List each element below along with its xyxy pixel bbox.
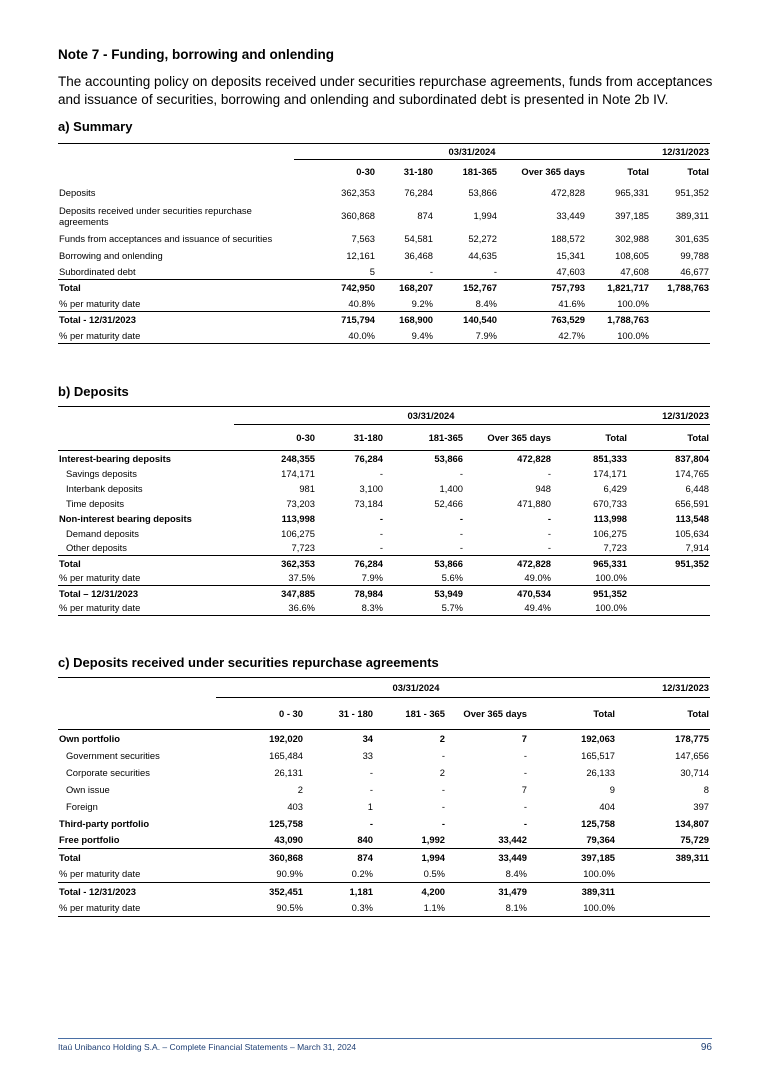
- cell-value: 53,866: [384, 451, 464, 466]
- row-label: Free portfolio: [59, 834, 120, 846]
- deposits-date-prior: 12/31/2023: [628, 407, 710, 425]
- summary-col-0-30: 0-30: [356, 166, 375, 178]
- row-label: Third-party portfolio: [59, 817, 150, 829]
- cell-value: 165,517: [581, 749, 616, 761]
- table-row: [58, 230, 710, 248]
- cell-value: -: [441, 783, 445, 795]
- summary-col-31-180: 31-180: [403, 166, 433, 178]
- cell-value: -: [369, 783, 373, 795]
- cell-value: 3,100: [359, 482, 383, 494]
- cell-value: 397,185: [528, 849, 616, 866]
- cell-value: 389,311: [528, 883, 616, 900]
- row-label: Government securities: [66, 749, 160, 761]
- cell-value: 9.4%: [376, 328, 434, 344]
- cell-value: 1,788,763: [650, 280, 710, 296]
- table-row: [58, 730, 710, 747]
- summary-col-total-prior: Total: [687, 166, 710, 178]
- page-title: Note 7 - Funding, borrowing and onlending: [58, 47, 334, 62]
- cell-value: 5.6%: [441, 572, 463, 584]
- cell-value: 41.6%: [558, 297, 585, 309]
- cell-value: 1.1%: [374, 900, 446, 917]
- cell-value: 178,775: [616, 730, 710, 747]
- cell-value: 9: [609, 783, 616, 795]
- cell-value: 49.0%: [524, 572, 551, 584]
- row-label: Total – 12/31/2023: [58, 586, 234, 601]
- cell-value: 105,634: [675, 527, 710, 539]
- cell-value: [650, 296, 710, 312]
- cell-value: 100.0%: [595, 572, 628, 584]
- row-label: Non-interest bearing deposits: [59, 512, 192, 524]
- cell-value: -: [441, 800, 445, 812]
- repo-col-0-30: 0 - 30: [279, 708, 303, 719]
- cell-value: -: [379, 512, 383, 524]
- deposits-col-31-180: 31-180: [353, 432, 383, 443]
- cell-value: 53,866: [384, 556, 464, 571]
- cell-value: 15,341: [556, 250, 585, 261]
- cell-value: 100.0%: [552, 601, 628, 616]
- cell-value: 168,900: [376, 312, 434, 328]
- row-label: Subordinated debt: [59, 265, 136, 277]
- cell-value: 851,333: [552, 451, 628, 466]
- cell-value: 1,994: [473, 210, 497, 221]
- cell-value: 36.6%: [234, 601, 316, 616]
- cell-value: 404: [599, 800, 616, 812]
- row-label: Foreign: [66, 800, 98, 812]
- cell-value: 397,185: [615, 210, 650, 221]
- repo-col-31-180: 31 - 180: [338, 708, 373, 719]
- cell-value: 90.9%: [276, 868, 303, 880]
- cell-value: 7,723: [603, 542, 628, 554]
- cell-value: 1,994: [374, 849, 446, 866]
- cell-value: 965,331: [552, 556, 628, 571]
- cell-value: -: [523, 749, 527, 761]
- table-row: [58, 849, 710, 866]
- row-label: % per maturity date: [59, 297, 141, 309]
- cell-value: 1,400: [439, 482, 463, 494]
- summary-col-total: Total: [627, 166, 650, 178]
- table-row: [58, 883, 710, 900]
- table-row: [58, 496, 710, 511]
- cell-value: -: [523, 817, 527, 829]
- cell-value: 951,352: [628, 556, 710, 571]
- cell-value: -: [547, 467, 551, 479]
- cell-value: 248,355: [234, 451, 316, 466]
- deposits-col-total: Total: [605, 432, 628, 443]
- cell-value: 78,984: [316, 586, 384, 601]
- cell-value: 951,352: [675, 187, 710, 198]
- cell-value: 2: [439, 766, 445, 778]
- row-label: Savings deposits: [66, 467, 137, 479]
- cell-value: 8.4%: [505, 868, 527, 880]
- repo-date-current: 03/31/2024: [216, 678, 616, 698]
- cell-value: -: [441, 749, 445, 761]
- cell-value: 40.0%: [294, 328, 376, 344]
- cell-value: 174,171: [281, 467, 315, 479]
- row-label: Total: [58, 280, 294, 296]
- cell-value: -: [547, 512, 551, 524]
- cell-value: 1,181: [304, 883, 374, 900]
- row-label: Own portfolio: [58, 730, 216, 747]
- cell-value: 948: [535, 482, 551, 494]
- cell-value: 44,635: [468, 250, 497, 261]
- summary-table: [58, 143, 710, 344]
- cell-value: 42.7%: [498, 328, 586, 344]
- cell-value: 33,442: [498, 834, 527, 846]
- cell-value: 174,765: [675, 467, 710, 479]
- row-label: % per maturity date: [59, 868, 141, 880]
- cell-value: 1: [367, 800, 373, 812]
- cell-value: 73,184: [354, 497, 383, 509]
- cell-value: [650, 312, 710, 328]
- table-row: [58, 248, 710, 264]
- table-row: [58, 601, 710, 616]
- table-row: [58, 184, 710, 202]
- table-row: [58, 511, 710, 526]
- cell-value: 472,828: [551, 187, 585, 198]
- cell-value: 472,828: [464, 556, 552, 571]
- cell-value: 2: [297, 783, 303, 795]
- row-label: Total - 12/31/2023: [58, 312, 294, 328]
- repo-col-181-365: 181 - 365: [405, 708, 445, 719]
- cell-value: 362,353: [234, 556, 316, 571]
- cell-value: 742,950: [294, 280, 376, 296]
- cell-value: 0.3%: [304, 900, 374, 917]
- cell-value: 125,758: [269, 817, 303, 829]
- cell-value: [628, 571, 710, 586]
- cell-value: 192,063: [528, 730, 616, 747]
- summary-heading: a) Summary: [58, 119, 133, 134]
- row-label: Corporate securities: [66, 766, 150, 778]
- cell-value: 108,605: [615, 250, 650, 261]
- cell-value: 36,468: [404, 250, 433, 261]
- table-row: [58, 571, 710, 586]
- cell-value: 656,591: [675, 497, 710, 509]
- cell-value: -: [547, 527, 551, 539]
- deposits-date-current: 03/31/2024: [234, 407, 628, 425]
- cell-value: -: [547, 542, 551, 554]
- cell-value: 6,429: [603, 482, 628, 494]
- footer-text: Itaú Unibanco Holding S.A. – Complete Financial Statements – March 31, 2024: [58, 1042, 357, 1052]
- cell-value: 140,540: [434, 312, 498, 328]
- table-row: [58, 815, 710, 832]
- cell-value: 6,448: [685, 482, 710, 494]
- cell-value: 470,534: [464, 586, 552, 601]
- cell-value: 670,733: [593, 497, 628, 509]
- page-number: 96: [700, 1042, 712, 1053]
- cell-value: 1,788,763: [586, 312, 650, 328]
- table-row: [58, 764, 710, 781]
- repo-col-over-365: Over 365 days: [463, 708, 527, 719]
- cell-value: 347,885: [234, 586, 316, 601]
- cell-value: -: [429, 265, 433, 277]
- cell-value: 7.9%: [361, 572, 383, 584]
- cell-value: 874: [417, 210, 433, 221]
- table-row: [58, 526, 710, 541]
- cell-value: 981: [299, 482, 315, 494]
- cell-value: 113,998: [593, 512, 628, 524]
- repo-date-prior: 12/31/2023: [616, 678, 710, 698]
- deposits-heading: b) Deposits: [58, 384, 129, 399]
- cell-value: 30,714: [680, 766, 710, 778]
- cell-value: 301,635: [675, 233, 710, 244]
- table-row: [58, 312, 710, 328]
- cell-value: 113,548: [675, 512, 710, 524]
- cell-value: 7,723: [291, 542, 315, 554]
- summary-col-181-365: 181-365: [462, 166, 497, 178]
- table-row: [58, 866, 710, 883]
- repo-table: [58, 677, 710, 917]
- cell-value: 1,992: [421, 834, 445, 846]
- cell-value: 360,868: [341, 210, 375, 221]
- cell-value: 31,479: [446, 883, 528, 900]
- cell-value: 46,677: [680, 265, 710, 277]
- deposits-col-over-365: Over 365 days: [487, 432, 551, 443]
- cell-value: [628, 601, 710, 616]
- cell-value: 100.0%: [583, 868, 616, 880]
- cell-value: -: [369, 817, 373, 829]
- row-label: % per maturity date: [58, 900, 216, 917]
- deposits-table: [58, 406, 710, 616]
- table-row: [58, 832, 710, 849]
- row-label: Funds from acceptances and issuance of securities: [59, 233, 273, 244]
- cell-value: 52,466: [434, 497, 463, 509]
- cell-value: 52,272: [468, 233, 497, 244]
- table-row: [58, 586, 710, 601]
- cell-value: 165,484: [269, 749, 303, 761]
- cell-value: 147,656: [675, 749, 710, 761]
- cell-value: 472,828: [464, 451, 552, 466]
- cell-value: 188,572: [551, 233, 585, 244]
- row-label: Time deposits: [66, 497, 125, 509]
- cell-value: 33: [362, 749, 373, 761]
- cell-value: 125,758: [581, 817, 616, 829]
- cell-value: 8.3%: [316, 601, 384, 616]
- cell-value: 874: [304, 849, 374, 866]
- summary-date-prior: 12/31/2023: [650, 144, 710, 160]
- row-label: % per maturity date: [59, 572, 141, 584]
- cell-value: 99,788: [680, 250, 710, 261]
- deposits-col-0-30: 0-30: [296, 432, 315, 443]
- cell-value: 837,804: [628, 451, 710, 466]
- cell-value: 12,161: [346, 250, 375, 261]
- cell-value: -: [379, 527, 383, 539]
- cell-value: 168,207: [376, 280, 434, 296]
- cell-value: 8.4%: [475, 297, 497, 309]
- table-row: [58, 900, 710, 917]
- cell-value: 302,988: [615, 233, 650, 244]
- cell-value: 757,793: [498, 280, 586, 296]
- cell-value: 49.4%: [464, 601, 552, 616]
- cell-value: -: [379, 467, 383, 479]
- cell-value: 389,311: [616, 849, 710, 866]
- cell-value: 715,794: [294, 312, 376, 328]
- row-label: Borrowing and onlending: [59, 250, 163, 261]
- table-row: [58, 781, 710, 798]
- table-row: [58, 328, 710, 344]
- row-label: Demand deposits: [66, 527, 139, 539]
- cell-value: 965,331: [615, 187, 650, 198]
- cell-value: 76,284: [316, 451, 384, 466]
- cell-value: 8: [703, 783, 710, 795]
- cell-value: 174,171: [593, 467, 628, 479]
- cell-value: 352,451: [216, 883, 304, 900]
- cell-value: 100.0%: [586, 328, 650, 344]
- footer-divider: [58, 1038, 712, 1039]
- cell-value: [616, 900, 710, 917]
- cell-value: -: [441, 817, 445, 829]
- row-label: % per maturity date: [58, 328, 294, 344]
- cell-value: -: [379, 542, 383, 554]
- table-row: [58, 264, 710, 280]
- cell-value: 4,200: [374, 883, 446, 900]
- cell-value: -: [459, 467, 463, 479]
- summary-col-over-365: Over 365 days: [521, 166, 585, 178]
- cell-value: -: [523, 800, 527, 812]
- repo-col-total: Total: [593, 708, 616, 719]
- cell-value: 0.2%: [351, 868, 373, 880]
- cell-value: [616, 883, 710, 900]
- cell-value: 7: [446, 730, 528, 747]
- row-label: Deposits: [59, 187, 96, 198]
- row-label: Own issue: [66, 783, 110, 795]
- table-row: [58, 202, 710, 230]
- cell-value: 90.5%: [216, 900, 304, 917]
- cell-value: 75,729: [680, 834, 710, 846]
- cell-value: 40.8%: [348, 297, 375, 309]
- table-row: [58, 541, 710, 556]
- cell-value: -: [523, 766, 527, 778]
- cell-value: 7: [521, 783, 527, 795]
- cell-value: 53,866: [468, 187, 497, 198]
- table-row: [58, 747, 710, 764]
- cell-value: 113,998: [281, 512, 315, 524]
- row-label: Total - 12/31/2023: [58, 883, 216, 900]
- cell-value: [628, 586, 710, 601]
- cell-value: 360,868: [216, 849, 304, 866]
- cell-value: 33,449: [446, 849, 528, 866]
- cell-value: 7,914: [685, 542, 710, 554]
- intro-paragraph: The accounting policy on deposits received under securities repurchase agreements, funds from acceptances and issuance of securities, borrowing and onlending and subordinated debt is presented in Note 2b IV.: [58, 74, 713, 107]
- cell-value: [650, 328, 710, 344]
- deposits-col-181-365: 181-365: [428, 432, 463, 443]
- cell-value: 1,821,717: [586, 280, 650, 296]
- cell-value: 763,529: [498, 312, 586, 328]
- cell-value: 192,020: [216, 730, 304, 747]
- cell-value: 5: [369, 265, 375, 277]
- cell-value: 389,311: [675, 210, 710, 221]
- cell-value: 840: [357, 834, 373, 846]
- row-label: Interest-bearing deposits: [58, 451, 234, 466]
- cell-value: 53,949: [384, 586, 464, 601]
- cell-value: 8.1%: [446, 900, 528, 917]
- cell-value: 2: [374, 730, 446, 747]
- cell-value: 7.9%: [434, 328, 498, 344]
- cell-value: 43,090: [274, 834, 303, 846]
- cell-value: 26,131: [274, 766, 303, 778]
- table-row: [58, 556, 710, 571]
- table-row: [58, 466, 710, 481]
- cell-value: -: [369, 766, 373, 778]
- cell-value: 47,608: [620, 265, 650, 277]
- cell-value: 152,767: [434, 280, 498, 296]
- cell-value: 54,581: [404, 233, 433, 244]
- cell-value: 7,563: [351, 233, 375, 244]
- cell-value: 34: [304, 730, 374, 747]
- cell-value: 106,275: [593, 527, 628, 539]
- cell-value: 76,284: [316, 556, 384, 571]
- cell-value: 100.0%: [617, 297, 650, 309]
- cell-value: 403: [287, 800, 303, 812]
- cell-value: 5.7%: [384, 601, 464, 616]
- table-row: [58, 451, 710, 466]
- cell-value: 362,353: [341, 187, 375, 198]
- row-label: % per maturity date: [58, 601, 234, 616]
- summary-date-current: 03/31/2024: [294, 144, 650, 160]
- cell-value: 100.0%: [528, 900, 616, 917]
- cell-value: 9.2%: [411, 297, 433, 309]
- row-label: Interbank deposits: [66, 482, 143, 494]
- cell-value: 397: [693, 800, 710, 812]
- table-row: [58, 798, 710, 815]
- row-label: Total: [58, 849, 216, 866]
- cell-value: 37.5%: [288, 572, 315, 584]
- cell-value: -: [459, 527, 463, 539]
- cell-value: -: [459, 512, 463, 524]
- cell-value: 134,807: [675, 817, 710, 829]
- cell-value: 106,275: [281, 527, 315, 539]
- table-row: [58, 280, 710, 296]
- table-row: [58, 481, 710, 496]
- row-label: Total: [58, 556, 234, 571]
- cell-value: 26,133: [586, 766, 616, 778]
- cell-value: 76,284: [404, 187, 433, 198]
- deposits-col-total-prior: Total: [687, 432, 710, 443]
- cell-value: -: [459, 542, 463, 554]
- table-row: [58, 296, 710, 312]
- cell-value: -: [493, 265, 497, 277]
- cell-value: 33,449: [556, 210, 585, 221]
- cell-value: 47,603: [556, 265, 585, 277]
- row-label: Other deposits: [66, 542, 127, 554]
- cell-value: [616, 866, 710, 883]
- cell-value: 471,880: [517, 497, 551, 509]
- cell-value: 951,352: [552, 586, 628, 601]
- repo-heading: c) Deposits received under securities repurchase agreements: [58, 655, 439, 670]
- repo-col-total-prior: Total: [687, 708, 710, 719]
- cell-value: 79,364: [586, 834, 616, 846]
- cell-value: 0.5%: [423, 868, 445, 880]
- cell-value: 73,203: [286, 497, 315, 509]
- row-label: Deposits received under securities repurchase agreements: [59, 204, 252, 227]
